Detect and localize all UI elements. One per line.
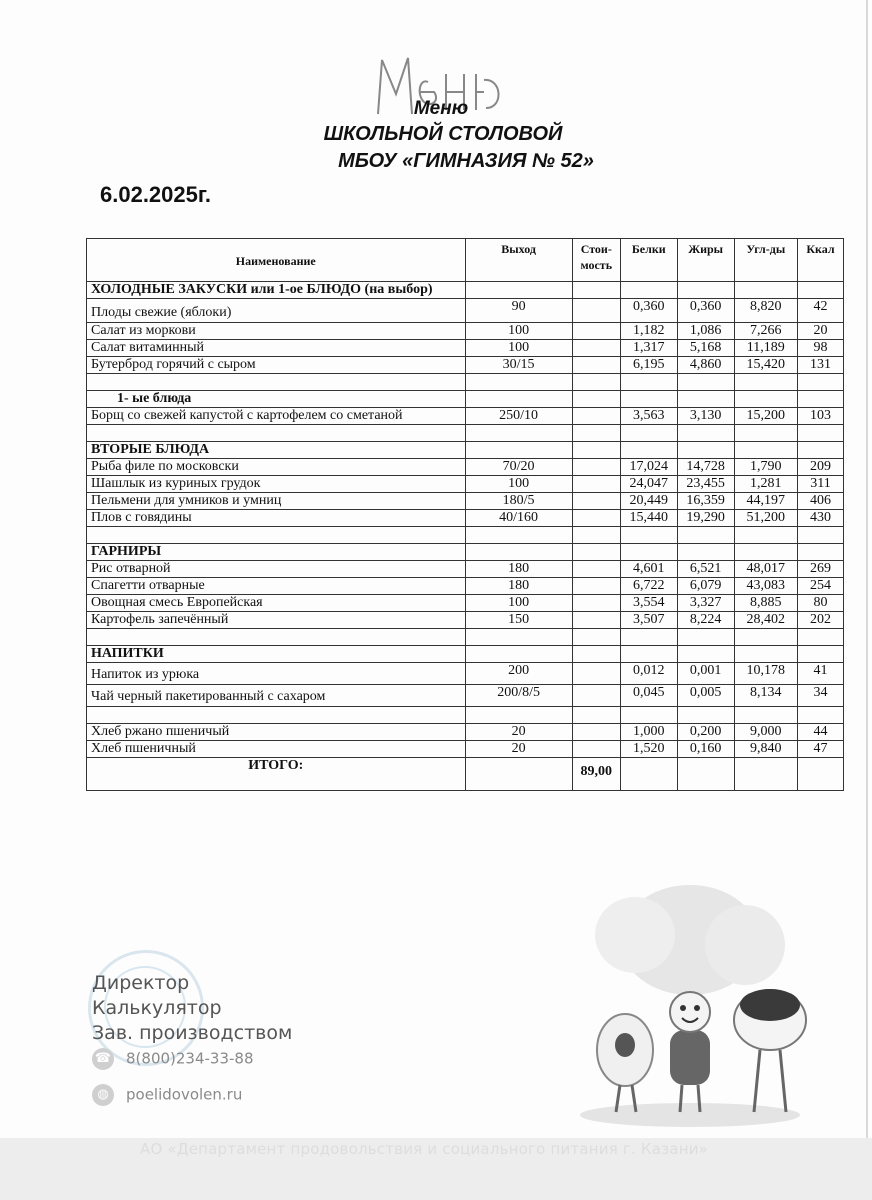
dish-proteins: 3,507 (620, 612, 677, 629)
globe-icon: ◍ (92, 1084, 114, 1106)
table-row (87, 340, 844, 357)
dish-name: Салат из моркови (87, 323, 466, 340)
dish-fats: 5,168 (677, 340, 734, 357)
dish-name: Плов с говядины (87, 510, 466, 527)
dish-fats: 19,290 (677, 510, 734, 527)
dish-carbs: 1,281 (734, 476, 797, 493)
dish-cost (572, 595, 620, 612)
dish-output: 100 (465, 323, 572, 340)
dish-carbs: 11,189 (734, 340, 797, 357)
footer-organization: АО «Департамент продовольствия и социального питания г. Казани» (140, 1140, 709, 1158)
table-row (87, 510, 844, 527)
dish-proteins: 1,182 (620, 323, 677, 340)
dish-proteins: 1,317 (620, 340, 677, 357)
gymnasium-title: МБОУ «ГИМНАЗИЯ № 52» (338, 150, 594, 172)
dish-name: Рыба филе по московски (87, 459, 466, 476)
dish-proteins: 6,195 (620, 357, 677, 374)
dish-kcal: 103 (798, 408, 844, 425)
dish-carbs: 15,200 (734, 408, 797, 425)
table-header-row (87, 239, 844, 282)
dish-cost (572, 741, 620, 758)
table-row (87, 357, 844, 374)
dish-output: 100 (465, 340, 572, 357)
dish-name: Рис отварной (87, 561, 466, 578)
dish-kcal: 202 (798, 612, 844, 629)
dish-output: 200/8/5 (465, 685, 572, 707)
dish-name: Бутерброд горячий с сыром (87, 357, 466, 374)
spacer-row (87, 425, 844, 442)
dish-name: Чай черный пакетированный с сахаром (87, 685, 466, 707)
dish-carbs: 51,200 (734, 510, 797, 527)
dish-cost (572, 459, 620, 476)
dish-output: 100 (465, 595, 572, 612)
dish-proteins: 20,449 (620, 493, 677, 510)
dish-proteins: 0,360 (620, 299, 677, 323)
table-row (87, 476, 844, 493)
total-label: ИТОГО: (87, 758, 466, 791)
dish-kcal: 269 (798, 561, 844, 578)
dish-kcal: 406 (798, 493, 844, 510)
dish-output: 150 (465, 612, 572, 629)
table-row (87, 323, 844, 340)
section-garnishes: ГАРНИРЫ (87, 544, 466, 561)
section-first-courses: 1- ые блюда (87, 391, 466, 408)
dish-kcal: 44 (798, 724, 844, 741)
dish-kcal: 98 (798, 340, 844, 357)
dish-cost (572, 561, 620, 578)
table-row (87, 595, 844, 612)
spacer-row (87, 527, 844, 544)
dish-output: 20 (465, 724, 572, 741)
menu-date: 6.02.2025г. (100, 182, 211, 207)
table-row (87, 299, 844, 323)
dish-name: Салат витаминный (87, 340, 466, 357)
dish-output: 40/160 (465, 510, 572, 527)
dish-name: Напиток из урюка (87, 663, 466, 685)
dish-kcal: 254 (798, 578, 844, 595)
header-proteins: Белки (620, 239, 677, 282)
dish-cost (572, 357, 620, 374)
dish-fats: 1,086 (677, 323, 734, 340)
dish-fats: 4,860 (677, 357, 734, 374)
dish-proteins: 4,601 (620, 561, 677, 578)
dish-cost (572, 612, 620, 629)
table-row (87, 493, 844, 510)
footer-production: Зав. производством (92, 1022, 293, 1044)
dish-carbs: 8,885 (734, 595, 797, 612)
dish-carbs: 44,197 (734, 493, 797, 510)
dish-carbs: 9,000 (734, 724, 797, 741)
dish-carbs: 9,840 (734, 741, 797, 758)
dish-cost (572, 663, 620, 685)
dish-output: 180 (465, 578, 572, 595)
dish-carbs: 43,083 (734, 578, 797, 595)
dish-fats: 0,001 (677, 663, 734, 685)
dish-output: 180/5 (465, 493, 572, 510)
dish-output: 20 (465, 741, 572, 758)
dish-name: Пельмени для умников и умниц (87, 493, 466, 510)
dish-carbs: 15,420 (734, 357, 797, 374)
dish-name: Хлеб ржано пшеничый (87, 724, 466, 741)
header-name: Наименование (87, 239, 466, 282)
table-row (87, 741, 844, 758)
dish-carbs: 8,820 (734, 299, 797, 323)
dish-name: Спагетти отварные (87, 578, 466, 595)
dish-carbs: 8,134 (734, 685, 797, 707)
section-second-courses: ВТОРЫЕ БЛЮДА (87, 442, 466, 459)
dish-fats: 0,200 (677, 724, 734, 741)
table-row (87, 561, 844, 578)
dish-fats: 23,455 (677, 476, 734, 493)
dish-name: Плоды свежие (яблоки) (87, 299, 466, 323)
dish-output: 90 (465, 299, 572, 323)
dish-kcal: 131 (798, 357, 844, 374)
section-drinks: НАПИТКИ (87, 646, 466, 663)
dish-cost (572, 510, 620, 527)
header-kcal: Ккал (798, 239, 844, 282)
dish-output: 180 (465, 561, 572, 578)
section-row (87, 646, 844, 663)
dish-proteins: 1,000 (620, 724, 677, 741)
dish-cost (572, 476, 620, 493)
dish-fats: 0,360 (677, 299, 734, 323)
dish-kcal: 430 (798, 510, 844, 527)
dish-proteins: 1,520 (620, 741, 677, 758)
section-row (87, 282, 844, 299)
dish-fats: 14,728 (677, 459, 734, 476)
section-row (87, 391, 844, 408)
menu-table (86, 238, 844, 791)
dish-cost (572, 685, 620, 707)
dish-fats: 3,130 (677, 408, 734, 425)
header-fats: Жиры (677, 239, 734, 282)
dish-kcal: 41 (798, 663, 844, 685)
dish-kcal: 47 (798, 741, 844, 758)
dish-output: 250/10 (465, 408, 572, 425)
page-edge (866, 0, 868, 1200)
dish-kcal: 209 (798, 459, 844, 476)
total-cost: 89,00 (572, 758, 620, 791)
dish-fats: 3,327 (677, 595, 734, 612)
table-row (87, 612, 844, 629)
dish-cost (572, 323, 620, 340)
header-cost: Стои-мость (572, 239, 620, 282)
dish-kcal: 80 (798, 595, 844, 612)
table-row (87, 459, 844, 476)
table-row (87, 724, 844, 741)
dish-proteins: 0,012 (620, 663, 677, 685)
spacer-row (87, 374, 844, 391)
dish-name: Овощная смесь Европейская (87, 595, 466, 612)
dish-kcal: 34 (798, 685, 844, 707)
dish-kcal: 311 (798, 476, 844, 493)
footer-calculator: Калькулятор (92, 997, 222, 1019)
footer-phone (92, 1048, 254, 1070)
dish-carbs: 7,266 (734, 323, 797, 340)
table-row (87, 663, 844, 685)
footer-director: Директор (92, 972, 190, 994)
dish-carbs: 10,178 (734, 663, 797, 685)
dish-cost (572, 340, 620, 357)
phone-icon: ☎ (92, 1048, 114, 1070)
dish-carbs: 1,790 (734, 459, 797, 476)
dish-fats: 6,079 (677, 578, 734, 595)
dish-carbs: 48,017 (734, 561, 797, 578)
dish-proteins: 3,563 (620, 408, 677, 425)
dish-fats: 6,521 (677, 561, 734, 578)
spacer-row (87, 629, 844, 646)
dish-fats: 0,160 (677, 741, 734, 758)
table-row (87, 408, 844, 425)
dish-kcal: 42 (798, 299, 844, 323)
dish-proteins: 15,440 (620, 510, 677, 527)
dish-proteins: 6,722 (620, 578, 677, 595)
dish-proteins: 24,047 (620, 476, 677, 493)
section-cold: ХОЛОДНЫЕ ЗАКУСКИ или 1-ое БЛЮДО (на выбор) (87, 282, 466, 299)
dish-name: Картофель запечённый (87, 612, 466, 629)
dish-cost (572, 724, 620, 741)
table-row (87, 578, 844, 595)
dish-fats: 0,005 (677, 685, 734, 707)
school-canteen-title: ШКОЛЬНОЙ СТОЛОВОЙ (323, 123, 563, 145)
dish-fats: 8,224 (677, 612, 734, 629)
dish-name: Шашлык из куриных грудок (87, 476, 466, 493)
dish-output: 100 (465, 476, 572, 493)
footer-site (92, 1084, 242, 1106)
menu-title: Меню (413, 98, 469, 119)
total-row (87, 758, 844, 791)
dish-name: Борщ со свежей капустой с картофелем со сметаной (87, 408, 466, 425)
dish-cost (572, 408, 620, 425)
section-row (87, 442, 844, 459)
section-row (87, 544, 844, 561)
dish-output: 200 (465, 663, 572, 685)
site-url: poelidovolen.ru (126, 1085, 243, 1104)
dish-proteins: 3,554 (620, 595, 677, 612)
dish-fats: 16,359 (677, 493, 734, 510)
table-row (87, 685, 844, 707)
dish-cost (572, 493, 620, 510)
spacer-row (87, 707, 844, 724)
dish-name: Хлеб пшеничный (87, 741, 466, 758)
dish-kcal: 20 (798, 323, 844, 340)
header-carbs: Угл-ды (734, 239, 797, 282)
dish-proteins: 17,024 (620, 459, 677, 476)
dish-output: 30/15 (465, 357, 572, 374)
dish-proteins: 0,045 (620, 685, 677, 707)
header-output: Выход (465, 239, 572, 282)
dish-cost (572, 578, 620, 595)
dish-carbs: 28,402 (734, 612, 797, 629)
dish-output: 70/20 (465, 459, 572, 476)
chef-mascot-illustration (540, 880, 840, 1130)
dish-cost (572, 299, 620, 323)
phone-number: 8(800)234-33-88 (126, 1049, 254, 1068)
